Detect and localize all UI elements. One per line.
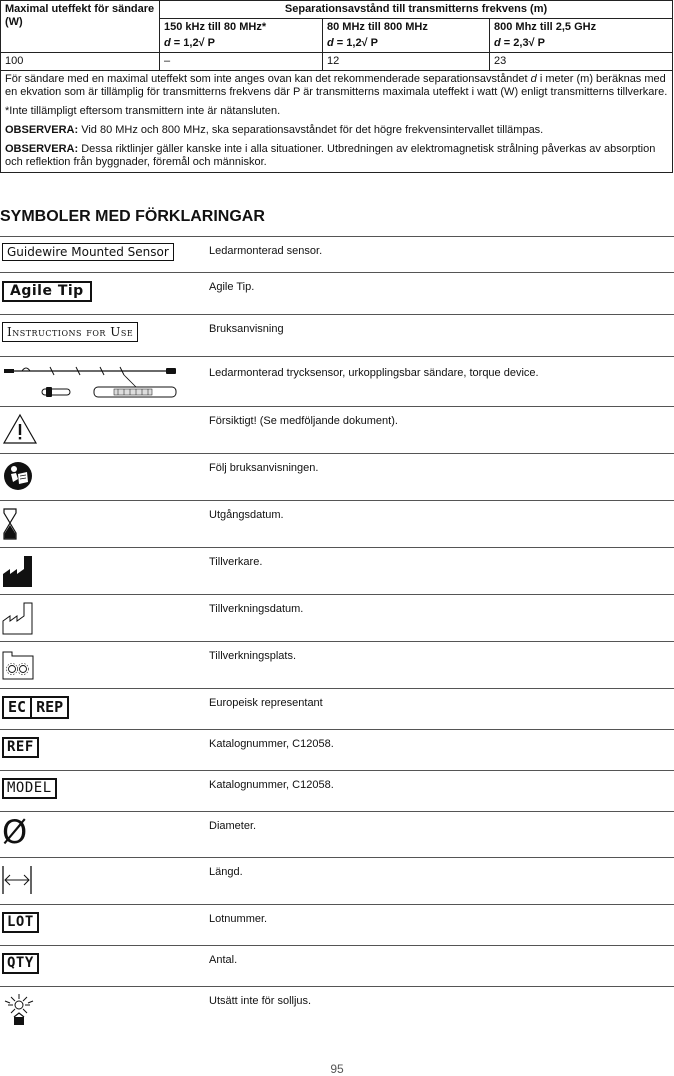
symbol-row-diameter bbox=[0, 812, 674, 858]
symbol-row-ref bbox=[0, 730, 674, 771]
keep-away-from-sunlight-icon bbox=[2, 993, 36, 1027]
symbol-description: Katalognummer, C12058. bbox=[209, 779, 334, 791]
symbol-description: Ledarmonterad sensor. bbox=[209, 245, 323, 257]
band-header-2: 80 MHz till 800 MHz d = 1,2√ P bbox=[323, 19, 490, 53]
guidewire-device-icon bbox=[2, 363, 178, 399]
symbol-row-guidewire bbox=[0, 237, 674, 273]
symbol-row-ec-rep bbox=[0, 689, 674, 730]
symbol-row-caution bbox=[0, 407, 674, 454]
manufacturing-place-icon bbox=[2, 648, 34, 680]
distance-value-1: – bbox=[160, 53, 323, 71]
symbol-row-mfg-place bbox=[0, 642, 674, 689]
ec-rep-icon: EC REP bbox=[2, 696, 69, 719]
table-notes bbox=[1, 71, 673, 173]
separation-header: Separationsavstånd till transmitterns frekvens (m) bbox=[160, 1, 673, 19]
symbol-description: Lotnummer. bbox=[209, 913, 268, 925]
symbol-row-expiry bbox=[0, 501, 674, 548]
symbol-description: Bruksanvisning bbox=[209, 323, 284, 335]
symbol-row-agile-tip bbox=[0, 273, 674, 315]
power-header: Maximal uteffekt för sändare (W) bbox=[1, 1, 160, 53]
symbol-list bbox=[0, 236, 674, 1033]
distance-value-3: 23 bbox=[490, 53, 673, 71]
manufacturer-icon bbox=[2, 554, 34, 588]
symbol-row-follow-ifu bbox=[0, 454, 674, 501]
symbol-description: Tillverkningsdatum. bbox=[209, 603, 304, 615]
symbol-description: Europeisk representant bbox=[209, 697, 323, 709]
warning-triangle-icon bbox=[2, 413, 38, 445]
section-title: SYMBOLER MED FÖRKLARINGAR bbox=[0, 208, 265, 225]
distance-value-2: 12 bbox=[323, 53, 490, 71]
symbol-description: Tillverkningsplats. bbox=[209, 650, 297, 662]
page-number: 95 bbox=[330, 1062, 344, 1076]
symbol-row-manufacturer bbox=[0, 548, 674, 595]
symbol-description: Katalognummer, C12058. bbox=[209, 738, 334, 750]
power-value: 100 bbox=[1, 53, 160, 71]
symbol-description: Utgångsdatum. bbox=[209, 509, 284, 521]
symbol-description: Agile Tip. bbox=[209, 281, 255, 293]
band-header-1: 150 kHz till 80 MHz* d = 1,2√ P bbox=[160, 19, 323, 53]
instructions-for-use-label: Instructions for Use bbox=[2, 322, 138, 342]
lot-label: LOT bbox=[2, 912, 39, 933]
agile-tip-label: Agile Tip bbox=[2, 281, 92, 302]
hourglass-icon bbox=[2, 507, 18, 541]
separation-distance-table bbox=[0, 0, 673, 173]
note-observe-2: OBSERVERA: Dessa riktlinjer gäller kanske inte i alla situationer. Utbredningen av elektromagnetisk strålning påverkas av absorption och reflektion från byggnader, föremål och människor. bbox=[5, 143, 656, 168]
symbol-description: Försiktigt! (Se medföljande dokument). bbox=[209, 415, 398, 427]
diameter-icon: Ø bbox=[2, 813, 28, 851]
note-observe-1: OBSERVERA: Vid 80 MHz och 800 MHz, ska separationsavståndet för det högre frekvensintervallet tillämpas. bbox=[5, 124, 544, 136]
symbol-row-qty bbox=[0, 946, 674, 987]
follow-instructions-icon bbox=[2, 460, 34, 492]
symbol-description: Ledarmonterad trycksensor, urkopplingsbar sändare, torque device. bbox=[209, 367, 539, 379]
qty-label: QTY bbox=[2, 953, 39, 974]
symbol-description: Diameter. bbox=[209, 820, 257, 832]
model-label: MODEL bbox=[2, 778, 57, 799]
symbol-row-sunlight bbox=[0, 987, 674, 1033]
note-formula: För sändare med en maximal uteffekt som inte anges ovan kan det rekommenderade separationsavståndet d i meter (m) beräknas med en ekvation som är tillämplig för transmitterns frekvens där P är transmitterns maximala uteffekt i watt (W) enligt transmitterns tillverkare. bbox=[5, 73, 668, 98]
length-icon bbox=[2, 864, 32, 896]
symbol-row-mfg-date bbox=[0, 595, 674, 642]
symbol-row-model bbox=[0, 771, 674, 812]
symbol-description: Tillverkare. bbox=[209, 556, 263, 568]
symbol-description: Längd. bbox=[209, 866, 243, 878]
symbol-description: Utsätt inte för solljus. bbox=[209, 995, 312, 1007]
symbol-row-ifu bbox=[0, 315, 674, 357]
symbol-description: Antal. bbox=[209, 954, 238, 966]
guidewire-sensor-label: Guidewire Mounted Sensor bbox=[2, 243, 174, 261]
symbol-row-lot bbox=[0, 905, 674, 946]
symbol-description: Följ bruksanvisningen. bbox=[209, 462, 319, 474]
ref-label: REF bbox=[2, 737, 39, 758]
manufacturing-date-icon bbox=[2, 601, 34, 635]
band-header-3: 800 Mhz till 2,5 GHz d = 2,3√ P bbox=[490, 19, 673, 53]
symbol-row-device bbox=[0, 357, 674, 407]
symbol-row-length bbox=[0, 858, 674, 905]
note-asterisk: *Inte tillämpligt eftersom transmittern inte är nätansluten. bbox=[5, 105, 281, 117]
